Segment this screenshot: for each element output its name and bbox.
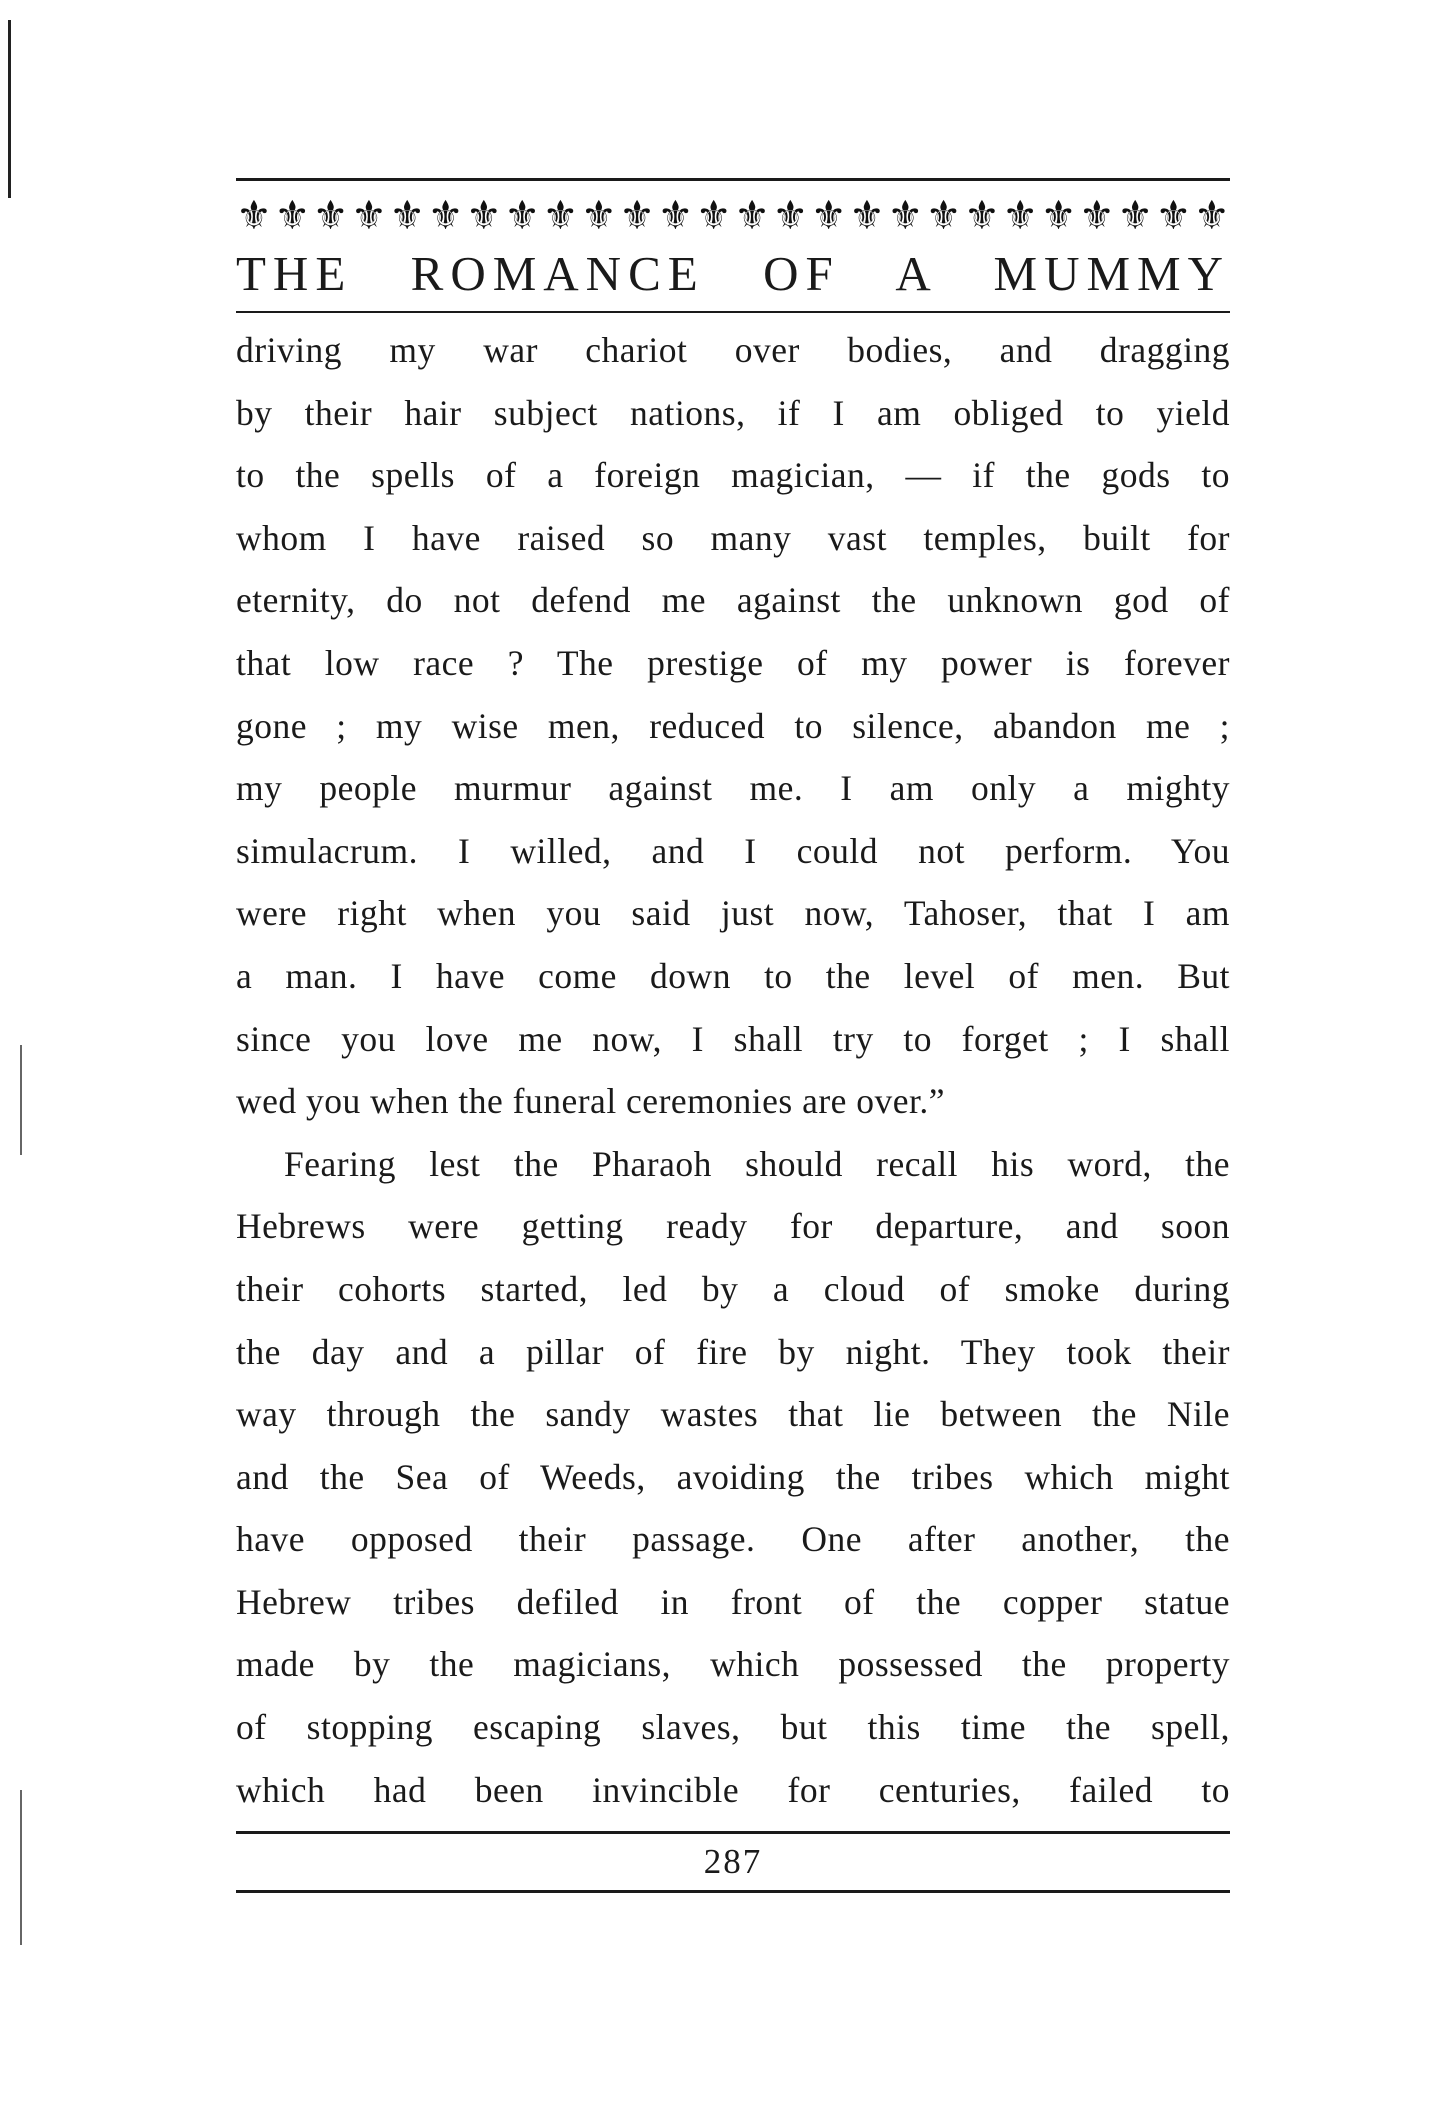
scan-edge-mark xyxy=(20,1045,22,1155)
text-line: a man. I have come down to the level of men. But xyxy=(236,955,1230,996)
fleuron-ornament: ⚜ xyxy=(274,193,311,238)
text-line: gone ; my wise men, reduced to silence, abandon me ; xyxy=(236,705,1230,746)
text-line: way through the sandy wastes that lie between the Nile xyxy=(236,1394,1230,1435)
scan-edge-mark xyxy=(8,20,11,198)
fleuron-border xyxy=(236,187,1230,245)
fleuron-ornament: ⚜ xyxy=(695,193,732,238)
text-line: were right when you said just now, Tahoser, that I am xyxy=(236,893,1230,934)
scan-edge-mark xyxy=(20,1790,22,1945)
fleuron-ornament: ⚜ xyxy=(389,193,426,238)
text-line: by their hair subject nations, if I am obliged to yield xyxy=(236,392,1230,433)
text-line: their cohorts started, led by a cloud of smoke during xyxy=(236,1268,1230,1309)
text-line: the day and a pillar of fire by night. They took their xyxy=(236,1331,1230,1372)
text-line: wed you when the funeral ceremonies are over.” xyxy=(236,1081,946,1122)
fleuron-ornament: ⚜ xyxy=(1193,193,1230,238)
fleuron-ornament: ⚜ xyxy=(1040,193,1077,238)
fleuron-ornament: ⚜ xyxy=(312,193,349,238)
fleuron-ornament: ⚜ xyxy=(1117,193,1154,238)
fleuron-ornament: ⚜ xyxy=(657,193,694,238)
fleuron-ornament: ⚜ xyxy=(350,193,387,238)
text-line: that low race ? The prestige of my power is forever xyxy=(236,642,1230,683)
text-line: Hebrews were getting ready for departure, and soon xyxy=(236,1206,1230,1247)
text-line: whom I have raised so many vast temples, built for xyxy=(236,517,1230,558)
text-line: simulacrum. I willed, and I could not perform. You xyxy=(236,830,1230,871)
text-line: since you love me now, I shall try to forget ; I shall xyxy=(236,1018,1230,1059)
fleuron-ornament: ⚜ xyxy=(772,193,809,238)
page-content xyxy=(236,178,1230,1821)
top-rule xyxy=(236,178,1230,181)
fleuron-ornament: ⚜ xyxy=(963,193,1000,238)
text-line: which had been invincible for centuries, failed to xyxy=(236,1769,1230,1810)
fleuron-ornament: ⚜ xyxy=(1002,193,1039,238)
fleuron-ornament: ⚜ xyxy=(1155,193,1192,238)
fleuron-ornament: ⚜ xyxy=(849,193,885,238)
fleuron-ornament: ⚜ xyxy=(465,193,502,238)
fleuron-ornament: ⚜ xyxy=(619,193,655,238)
fleuron-ornament: ⚜ xyxy=(580,193,617,238)
page-footer xyxy=(236,1831,1230,1893)
fleuron-ornament: ⚜ xyxy=(810,193,847,238)
body-text xyxy=(236,319,1230,1821)
fleuron-ornament: ⚜ xyxy=(925,193,962,238)
text-line: my people murmur against me. I am only a mighty xyxy=(236,768,1230,809)
text-line: to the spells of a foreign magician, — if the gods to xyxy=(236,455,1230,496)
footer-bottom-rule xyxy=(236,1890,1230,1893)
running-head: THE ROMANCE OF A MUMMY xyxy=(236,246,1230,301)
fleuron-ornament: ⚜ xyxy=(887,193,924,238)
text-line: and the Sea of Weeds, avoiding the tribes which might xyxy=(236,1456,1230,1497)
fleuron-ornament: ⚜ xyxy=(504,193,541,238)
fleuron-ornament: ⚜ xyxy=(542,193,579,238)
fleuron-ornament: ⚜ xyxy=(734,193,770,238)
fleuron-ornament: ⚜ xyxy=(1078,193,1115,238)
text-line: eternity, do not defend me against the unknown god of xyxy=(236,580,1230,621)
page-number: 287 xyxy=(703,1842,763,1881)
text-line: driving my war chariot over bodies, and dragging xyxy=(236,330,1230,370)
text-line: Hebrew tribes defiled in front of the copper statue xyxy=(236,1581,1230,1622)
head-rule xyxy=(236,311,1230,313)
text-line: made by the magicians, which possessed the property xyxy=(236,1644,1230,1685)
text-line: Fearing lest the Pharaoh should recall his word, the xyxy=(284,1143,1230,1184)
text-line: of stopping escaping slaves, but this time the spell, xyxy=(236,1707,1230,1748)
text-line: have opposed their passage. One after another, the xyxy=(236,1519,1230,1560)
fleuron-ornament: ⚜ xyxy=(236,193,272,238)
fleuron-ornament: ⚜ xyxy=(427,193,464,238)
